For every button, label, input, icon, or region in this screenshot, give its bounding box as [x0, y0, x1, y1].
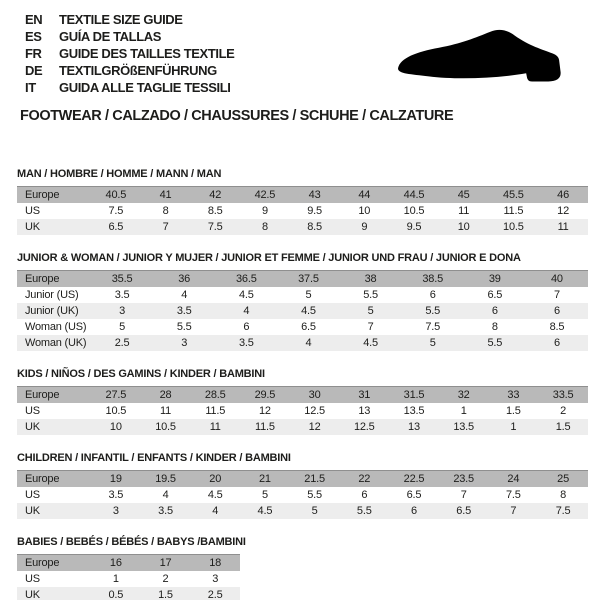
size-cell: 4 — [305, 337, 312, 349]
size-cell: 7 — [460, 489, 467, 501]
size-cell: 32 — [457, 389, 470, 401]
size-cell: 8.5 — [307, 221, 322, 233]
size-cell: 5 — [367, 305, 374, 317]
size-cell: 2.5 — [114, 337, 130, 349]
size-cell: 5 — [305, 289, 312, 301]
size-cell: 12.5 — [304, 405, 325, 417]
size-cell: 8 — [162, 205, 169, 217]
size-row — [17, 287, 588, 303]
size-cell: 10 — [457, 221, 470, 233]
size-cell: 6.5 — [301, 321, 316, 333]
size-row — [17, 203, 588, 219]
size-cell: 3.5 — [114, 289, 130, 301]
size-cell: 22 — [358, 473, 371, 485]
size-cell: 38 — [364, 273, 377, 285]
size-cell: 44.5 — [403, 189, 425, 201]
size-cell: 7.5 — [425, 321, 441, 333]
row-label: UK — [25, 421, 40, 433]
size-cell: 6.5 — [108, 221, 124, 233]
size-cell: 36 — [178, 273, 191, 285]
language-row — [25, 79, 234, 96]
size-cell: 22.5 — [403, 473, 425, 485]
size-cell: 9.5 — [406, 221, 422, 233]
row-label: US — [25, 405, 40, 417]
size-table-section — [17, 368, 588, 435]
size-cell: 10 — [109, 421, 122, 433]
size-cell: 4.5 — [257, 505, 273, 517]
size-cell: 38.5 — [422, 273, 443, 285]
size-cell: 42 — [209, 189, 222, 201]
size-cell: 12 — [557, 205, 570, 217]
size-cell: 40.5 — [105, 189, 127, 201]
size-cell: 3.5 — [176, 305, 192, 317]
size-cell: 5.5 — [425, 305, 441, 317]
size-cell: 25 — [557, 473, 570, 485]
language-row — [25, 28, 234, 45]
language-code: DE — [25, 63, 43, 78]
size-cell: 4.5 — [238, 289, 254, 301]
row-label: Woman (US) — [25, 321, 87, 333]
size-cell: 6.5 — [456, 505, 471, 517]
size-cell: 6 — [553, 305, 560, 317]
size-cell: 1.5 — [158, 589, 173, 600]
size-cell: 6 — [429, 289, 436, 301]
size-cell: 12.5 — [353, 421, 375, 433]
size-cell: 4 — [162, 489, 169, 501]
size-cell: 7.5 — [108, 205, 124, 217]
size-cell: 27.5 — [105, 389, 127, 401]
size-cell: 33 — [507, 389, 520, 401]
table-title: MAN / HOMBRE / HOMME / MANN / MAN — [17, 168, 222, 180]
size-row — [17, 219, 588, 235]
size-cell: 3 — [181, 337, 188, 349]
size-cell: 11 — [458, 205, 470, 217]
size-cell: 7.5 — [505, 489, 521, 501]
size-cell: 7 — [510, 505, 517, 517]
size-row — [17, 571, 240, 587]
size-header-row — [17, 271, 588, 288]
size-cell: 2 — [560, 405, 567, 417]
size-cell: 6 — [553, 337, 560, 349]
size-cell: 5.5 — [356, 505, 372, 517]
size-cell: 29.5 — [254, 389, 276, 401]
size-table-section — [17, 168, 588, 235]
size-cell: 24 — [507, 473, 520, 485]
language-row — [25, 62, 234, 79]
size-cell: 10.5 — [155, 421, 176, 433]
size-table — [17, 386, 588, 435]
language-row — [25, 45, 234, 62]
size-table-section — [17, 252, 588, 351]
size-cell: 6.5 — [406, 489, 422, 501]
size-cell: 20 — [209, 473, 222, 485]
size-row — [17, 335, 588, 351]
table-title: BABIES / BEBÉS / BÉBÉS / BABYS /BAMBINI — [17, 536, 246, 548]
size-cell: 3 — [119, 305, 126, 317]
row-label: Woman (UK) — [25, 337, 87, 349]
size-cell: 28.5 — [204, 389, 226, 401]
size-cell: 33.5 — [552, 389, 574, 401]
size-cell: 3.5 — [108, 489, 124, 501]
size-cell: 7.5 — [207, 221, 223, 233]
size-cell: 10 — [358, 205, 371, 217]
size-cell: 2 — [162, 573, 169, 585]
language-code: FR — [25, 46, 42, 61]
size-cell: 6 — [243, 321, 250, 333]
size-cell: 11.5 — [255, 421, 275, 433]
size-cell: 30 — [308, 389, 321, 401]
row-label: UK — [25, 221, 40, 233]
size-cell: 19.5 — [155, 473, 176, 485]
size-cell: 1 — [112, 573, 119, 585]
size-cell: 8.5 — [207, 205, 223, 217]
size-row — [17, 503, 588, 519]
category-heading: FOOTWEAR / CALZADO / CHAUSSURES / SCHUHE / CALZATURE — [20, 108, 454, 124]
size-cell: 21.5 — [304, 473, 325, 485]
language-code: IT — [25, 80, 36, 95]
size-cell: 8 — [560, 489, 567, 501]
size-cell: 2.5 — [207, 589, 223, 600]
size-cell: 3.5 — [158, 505, 173, 517]
row-label: US — [25, 573, 40, 585]
dress-shoe-icon — [396, 28, 578, 92]
size-header-row — [17, 471, 588, 488]
size-cell: 5 — [119, 321, 126, 333]
size-row — [17, 419, 588, 435]
size-header-row — [17, 555, 240, 572]
row-label: Europe — [25, 389, 60, 401]
size-cell: 45 — [457, 189, 470, 201]
row-label: UK — [25, 505, 40, 517]
size-cell: 11.5 — [503, 205, 524, 217]
size-cell: 31 — [358, 389, 371, 401]
language-code: EN — [25, 12, 43, 27]
size-cell: 19 — [109, 473, 122, 485]
size-row — [17, 587, 240, 600]
row-label: Europe — [25, 473, 60, 485]
size-cell: 7.5 — [555, 505, 571, 517]
size-cell: 13.5 — [403, 405, 425, 417]
size-table — [17, 554, 240, 600]
size-cell: 9.5 — [307, 205, 322, 217]
size-cell: 7 — [162, 221, 169, 233]
row-label: US — [25, 205, 40, 217]
size-cell: 5 — [429, 337, 436, 349]
size-cell: 1.5 — [505, 405, 521, 417]
language-row — [25, 11, 234, 28]
size-cell: 39 — [488, 273, 501, 285]
size-cell: 41 — [159, 189, 172, 201]
size-cell: 1.5 — [555, 421, 571, 433]
size-cell: 13.5 — [453, 421, 474, 433]
size-cell: 6 — [411, 505, 417, 517]
size-cell: 12 — [258, 405, 271, 417]
size-cell: 1 — [510, 421, 517, 433]
row-label: Junior (US) — [25, 289, 79, 301]
size-cell: 8.5 — [549, 321, 565, 333]
size-cell: 40 — [551, 273, 563, 285]
size-cell: 13 — [408, 421, 420, 433]
size-cell: 5.5 — [363, 289, 378, 301]
size-cell: 13 — [358, 405, 371, 417]
size-cell: 10.5 — [503, 221, 524, 233]
size-cell: 5.5 — [487, 337, 503, 349]
size-cell: 11.5 — [205, 405, 226, 417]
size-cell: 4.5 — [207, 489, 223, 501]
row-label: Junior (UK) — [25, 305, 79, 317]
size-cell: 11 — [209, 421, 221, 433]
size-cell: 4 — [212, 505, 219, 517]
size-cell: 3.5 — [238, 337, 254, 349]
size-cell: 3 — [112, 505, 119, 517]
size-cell: 8 — [491, 321, 498, 333]
size-header-row — [17, 387, 588, 404]
size-cell: 7 — [553, 289, 560, 301]
size-cell: 9 — [261, 205, 268, 217]
size-row — [17, 487, 588, 503]
size-cell: 6 — [361, 489, 368, 501]
size-cell: 1 — [460, 405, 467, 417]
table-title: JUNIOR & WOMAN / JUNIOR Y MUJER / JUNIOR ET FEMME / JUNIOR UND FRAU / JUNIOR E DONA — [17, 252, 521, 264]
size-cell: 46 — [557, 189, 570, 201]
size-cell: 10.5 — [105, 405, 127, 417]
row-label: Europe — [25, 273, 60, 285]
size-cell: 3 — [212, 573, 219, 585]
language-label: GUIDE DES TAILLES TEXTILE — [59, 46, 235, 61]
size-cell: 4.5 — [363, 337, 378, 349]
size-cell: 17 — [159, 557, 172, 569]
size-tables — [17, 160, 588, 600]
size-cell: 11 — [160, 405, 172, 417]
size-cell: 45.5 — [503, 189, 524, 201]
size-cell: 4.5 — [301, 305, 316, 317]
language-title-block — [25, 11, 234, 96]
size-cell: 11 — [557, 221, 569, 233]
size-cell: 28 — [159, 389, 172, 401]
size-cell: 7 — [367, 321, 374, 333]
size-cell: 0.5 — [108, 589, 124, 600]
row-label: UK — [25, 589, 40, 600]
size-cell: 23.5 — [453, 473, 474, 485]
size-table-section — [17, 452, 588, 519]
size-cell: 10.5 — [403, 205, 425, 217]
size-row — [17, 403, 588, 419]
size-cell: 31.5 — [403, 389, 425, 401]
size-table — [17, 186, 588, 235]
size-cell: 12 — [308, 421, 321, 433]
size-cell: 4 — [243, 305, 250, 317]
size-row — [17, 319, 588, 335]
size-cell: 5.5 — [176, 321, 192, 333]
size-cell: 5 — [311, 505, 318, 517]
language-label: GUIDA ALLE TAGLIE TESSILI — [59, 80, 231, 95]
row-label: US — [25, 489, 40, 501]
size-cell: 37.5 — [298, 273, 319, 285]
table-title: KIDS / NIÑOS / DES GAMINS / KINDER / BAMBINI — [17, 368, 265, 380]
size-cell: 16 — [109, 557, 122, 569]
size-cell: 42.5 — [254, 189, 276, 201]
size-cell: 5.5 — [307, 489, 322, 501]
size-cell: 21 — [258, 473, 271, 485]
size-table — [17, 470, 588, 519]
language-label: TEXTILE SIZE GUIDE — [59, 12, 183, 27]
size-row — [17, 303, 588, 319]
size-cell: 43 — [308, 189, 321, 201]
size-cell: 35.5 — [111, 273, 133, 285]
language-label: TEXTILGRÖßENFÜHRUNG — [59, 63, 217, 78]
size-cell: 6.5 — [487, 289, 503, 301]
size-cell: 36.5 — [236, 273, 257, 285]
table-title: CHILDREN / INFANTIL / ENFANTS / KINDER / BAMBINI — [17, 452, 291, 464]
row-label: Europe — [25, 189, 60, 201]
size-cell: 9 — [361, 221, 368, 233]
size-cell: 6 — [491, 305, 498, 317]
size-header-row — [17, 187, 588, 204]
size-cell: 5 — [261, 489, 268, 501]
size-cell: 4 — [181, 289, 188, 301]
size-table — [17, 270, 588, 351]
row-label: Europe — [25, 557, 60, 569]
language-code: ES — [25, 29, 42, 44]
size-cell: 18 — [209, 557, 222, 569]
size-cell: 44 — [358, 189, 371, 201]
language-label: GUÍA DE TALLAS — [59, 29, 162, 44]
size-cell: 8 — [261, 221, 268, 233]
size-table-section — [17, 536, 588, 600]
